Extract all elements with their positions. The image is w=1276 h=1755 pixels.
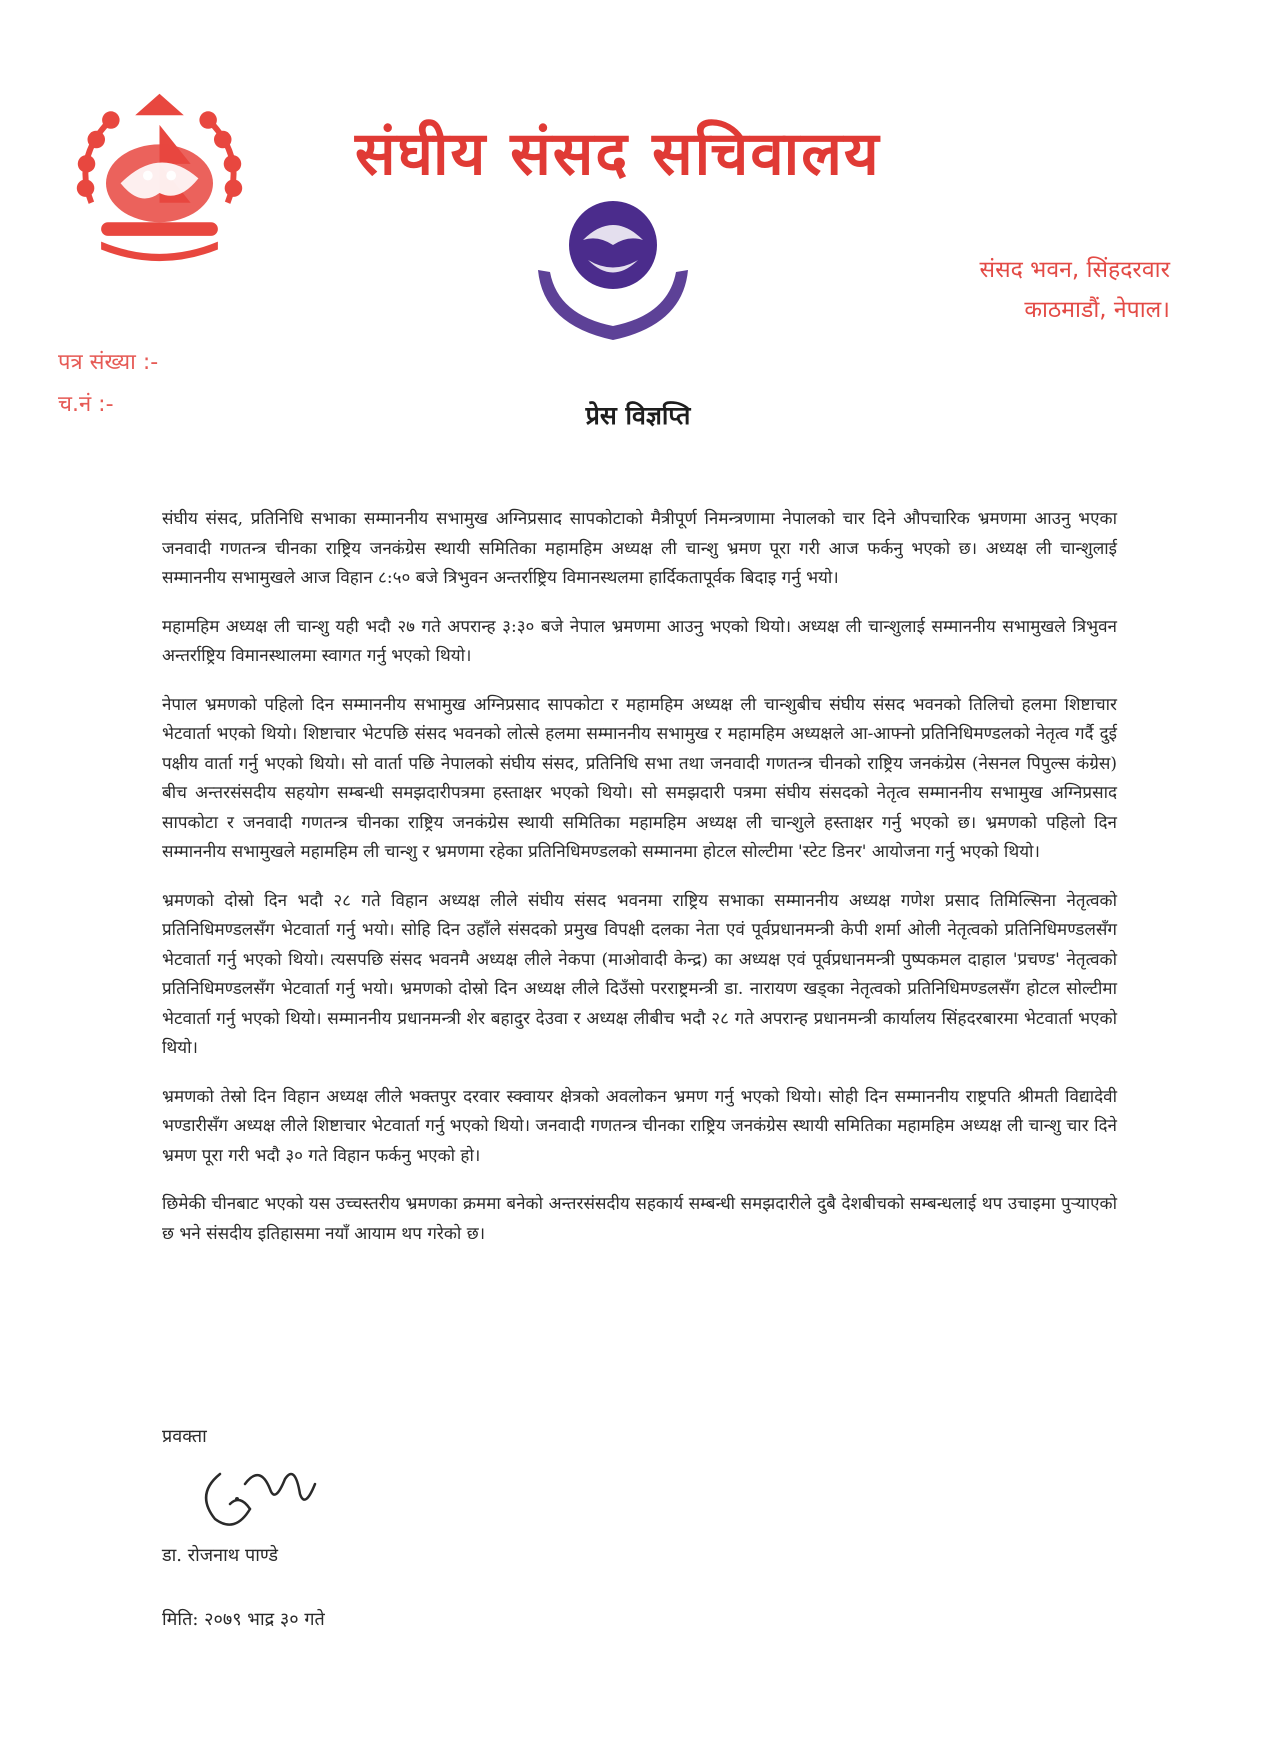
paragraph: छिमेकी चीनबाट भएको यस उच्चस्तरीय भ्रमणका क्रममा बनेको अन्तरसंसदीय सहकार्य सम्बन्धी समझदारीले दुबै देशबीचको सम्बन्धलाई थप उचाइमा पुर्‍याएको छ भने संसदीय इतिहासमा नयाँ आयाम थप गरेको छ। <box>162 1194 1117 1244</box>
parliament-secretariat-seal-icon <box>518 190 708 350</box>
office-address <box>980 250 1170 330</box>
spokesperson-label: प्रवक्ता <box>162 1426 207 1447</box>
paragraph: भ्रमणको तेस्रो दिन विहान अध्यक्ष लीले भक्तपुर दरवार स्क्वायर क्षेत्रको अवलोकन भ्रमण गर्नु भएको थियो। सोही दिन सम्माननीय राष्ट्रपति श्रीमती विद्यादेवी भण्डारीसँग अध्यक्ष लीले शिष्टाचार भेटवार्ता गर्नु भएको थियो। जनवादी गणतन्त्र चीनका राष्ट्रिय जनकंग्रेस स्थायी समितिका महामहिम अध्यक्ष ली चान्शु चार दिने भ्रमण पूरा गरी भदौ ३० गते विहान फर्कनु भएको हो। <box>162 1086 1117 1166</box>
signature-block <box>162 1424 562 1631</box>
address-line-2: काठमाडौं, नेपाल। <box>1024 297 1170 323</box>
dispatch-number-label: च.नं :- <box>58 392 114 417</box>
paragraph: महामहिम अध्यक्ष ली चान्शु यही भदौ २७ गते अपरान्ह ३:३० बजे नेपाल भ्रमणमा आउनु भएको थियो। अध्यक्ष ली चान्शुलाई सम्माननीय सभामुखले त्रिभुवन अन्तर्राष्ट्रिय विमानस्थालमा स्वागत गर्नु भएको थियो। <box>162 616 1117 666</box>
spokesperson-name: डा. रोजनाथ पाण्डे <box>162 1545 279 1566</box>
paragraph: संघीय संसद, प्रतिनिधि सभाका सम्माननीय सभामुख अग्निप्रसाद सापकोटाको मैत्रीपूर्ण निमन्त्रणामा नेपालको चार दिने औपचारिक भ्रमणमा आउनु भएका जनवादी गणतन्त्र चीनका राष्ट्रिय जनकंग्रेस स्थायी समितिका महामहिम अध्यक्ष ली चान्शु भ्रमण पूरा गरी आज फर्कनु भएको छ। अध्यक्ष ली चान्शुलाई सम्माननीय सभामुखले आज विहान ८:५० बजे त्रिभुवन अन्तर्राष्ट्रिय विमानस्थलमा हार्दिकतापूर्वक बिदाइ गर्नु भयो। <box>162 509 1117 588</box>
organization-title: संघीय संसद सचिवालय <box>355 119 881 189</box>
press-release-body <box>162 505 1117 1268</box>
paragraph: भ्रमणको दोस्रो दिन भदौ २८ गते विहान अध्यक्ष लीले संघीय संसद भवनमा राष्ट्रिय सभाका सम्माननीय अध्यक्ष गणेश प्रसाद तिमिल्सिना नेतृत्वको प्रतिनिधिमण्डलसँग भेटवार्ता गर्नु भयो। सोहि दिन उहाँले संसदको प्रमुख विपक्षी दलका नेता एवं पूर्वप्रधानमन्त्री केपी शर्मा ओली नेतृत्वको प्रतिनिधिमण्डलसँग भेटवार्ता गर्नु भएको थियो। त्यसपछि संसद भवनमै अध्यक्ष लीले नेकपा (माओवादी केन्द्र) का अध्यक्ष एवं पूर्वप्रधानमन्त्री पुष्पकमल दाहाल 'प्रचण्ड' नेतृत्वको प्रतिनिधिमण्डलसँग भेटवार्ता गर्नु भयो। भ्रमणको दोस्रो दिन अध्यक्ष लीले दिउँसो परराष्ट्रमन्त्री डा. नारायण खड्का नेतृत्वको प्रतिनिधिमण्डलसँग होटल सोल्टीमा भेटवार्ता गर्नु भएको थियो। सम्माननीय प्रधानमन्त्री शेर बहादुर देउवा र अध्यक्ष लीबीच भदौ २८ गते अपरान्ह प्रधानमन्त्री कार्यालय सिंहदरबारमा भेटवार्ता भएको थियो। <box>162 890 1117 1058</box>
address-line-1: संसद भवन, सिंहदरवार <box>979 257 1170 283</box>
date-line: मिति: २०७९ भाद्र ३० गते <box>162 1609 325 1630</box>
letter-number-label: पत्र संख्या :- <box>58 350 159 375</box>
paragraph: नेपाल भ्रमणको पहिलो दिन सम्माननीय सभामुख अग्निप्रसाद सापकोटा र महामहिम अध्यक्ष ली चान्शुबीच संघीय संसद भवनको तिलिचो हलमा शिष्टाचार भेटवार्ता भएको थियो। शिष्टाचार भेटपछि संसद भवनको लोत्से हलमा सम्माननीय सभामुख र महामहिम अध्यक्षले आ-आफ्नो प्रतिनिधिमण्डलको नेतृत्व गर्दै दुई पक्षीय वार्ता गर्नु भएको थियो। सो वार्ता पछि नेपालको संघीय संसद, प्रतिनिधि सभा तथा जनवादी गणतन्त्र चीनको राष्ट्रिय जनकंग्रेस (नेसनल पिपुल्स कंग्रेस) बीच अन्तरसंसदीय सहयोग सम्बन्धी समझदारीपत्रमा हस्ताक्षर भएको थियो। सो समझदारी पत्रमा संघीय संसदको नेतृत्व सम्माननीय सभामुख अग्निप्रसाद सापकोटा र जनवादी गणतन्त्र चीनका राष्ट्रिय जनकंग्रेस स्थायी समितिका महामहिम अध्यक्ष ली चान्शुले हस्ताक्षर गर्नु भएको छ। भ्रमणको पहिलो दिन सम्माननीय सभामुखले महामहिम ली चान्शु र भ्रमणमा रहेका प्रतिनिधिमण्डलको सम्मानमा होटल सोल्टीमा 'स्टेट डिनर' आयोजना गर्नु भएको थियो। <box>162 694 1117 862</box>
nepal-government-emblem-icon <box>62 86 257 266</box>
document-title: प्रेस विज्ञप्ति <box>585 401 691 430</box>
handwritten-signature-icon <box>190 1454 330 1534</box>
